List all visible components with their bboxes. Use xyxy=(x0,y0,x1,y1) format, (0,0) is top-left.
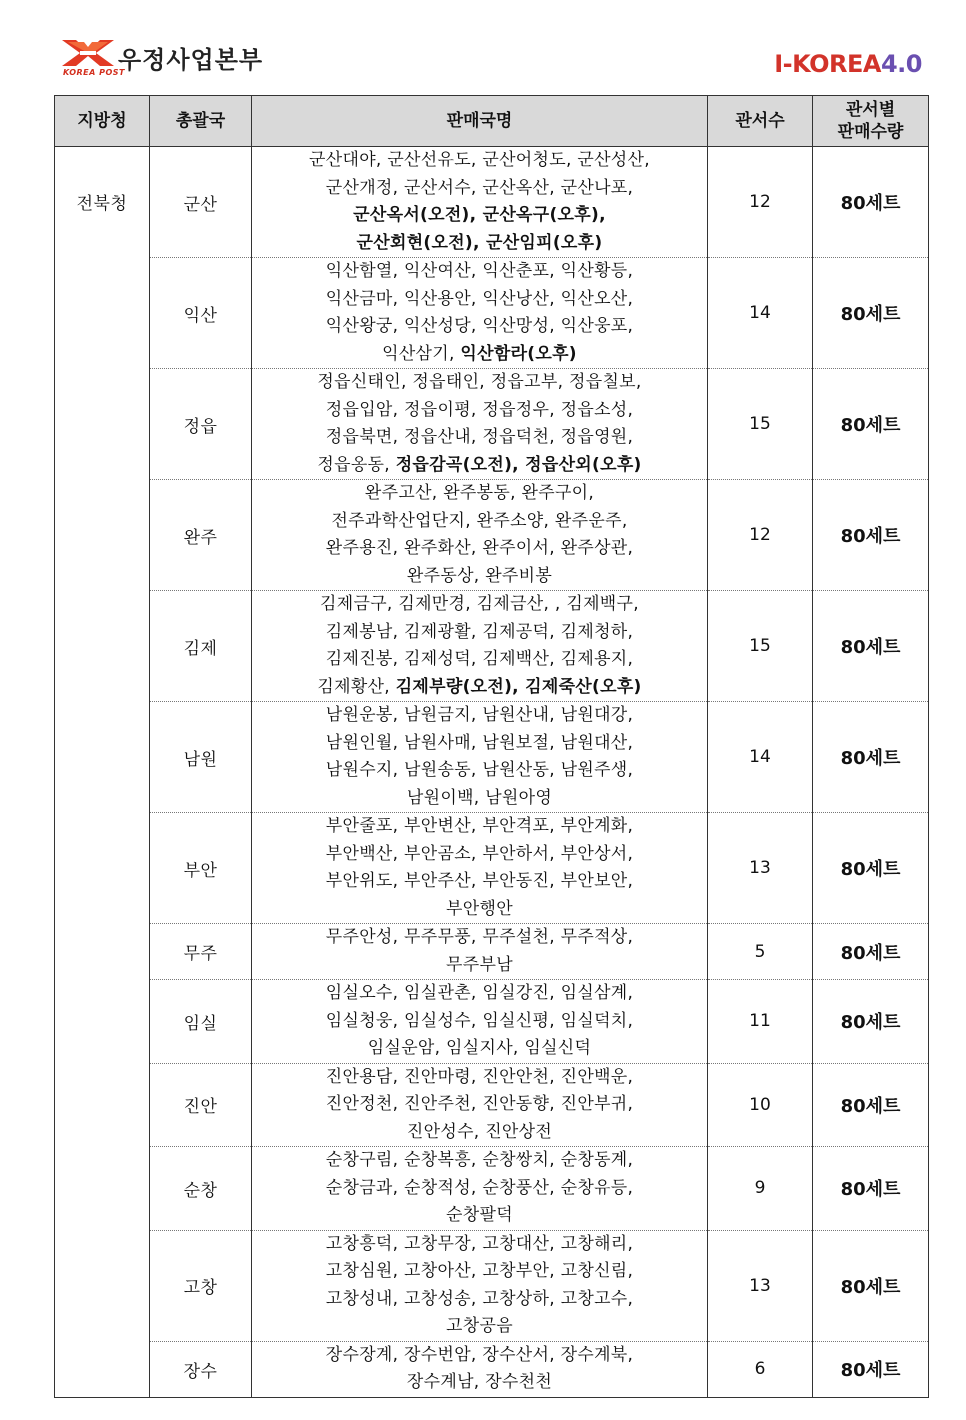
region-cell: 전북청 xyxy=(55,147,150,1398)
header-office-count: 관서수 xyxy=(708,96,813,147)
office-names-line xyxy=(252,591,707,619)
office-count-cell: 14 xyxy=(708,702,813,813)
office-name-segment: 완주고산, 완주봉동, 완주구이, xyxy=(364,483,595,503)
main-office-cell: 군산 xyxy=(150,147,252,258)
office-names-line xyxy=(252,702,707,730)
office-name-segment: 남원인월, 남원사매, 남원보절, 남원대산, xyxy=(325,732,634,753)
office-names-line xyxy=(252,1008,707,1036)
office-name-segment: 완주용진, 완주화산, 완주이서, 완주상관, xyxy=(325,538,634,558)
office-names-line xyxy=(252,341,707,369)
office-count-cell: 13 xyxy=(708,1230,813,1341)
office-names-cell xyxy=(252,258,708,369)
office-names-line xyxy=(252,674,707,702)
quantity-cell: 80세트 xyxy=(813,1063,929,1147)
office-names-line xyxy=(252,730,707,758)
main-office-cell: 진안 xyxy=(150,1063,252,1147)
office-names-line xyxy=(252,508,707,536)
office-names-line xyxy=(252,841,707,869)
office-name-segment: 순창팔덕 xyxy=(446,1205,513,1225)
office-names-line xyxy=(252,952,707,980)
office-names-line xyxy=(252,1231,707,1259)
office-name-segment: 익산금마, 익산용안, 익산낭산, 익산오산, xyxy=(325,288,634,309)
header-main-office: 총괄국 xyxy=(150,96,252,147)
office-count-cell: 11 xyxy=(708,980,813,1064)
office-names-line xyxy=(252,896,707,924)
office-name-segment: 익산삼기, xyxy=(382,343,461,364)
office-name-segment: 익산함열, 익산여산, 익산춘포, 익산황등, xyxy=(325,261,634,281)
office-names-line xyxy=(252,1286,707,1314)
office-name-segment: 진안정천, 진안주천, 진안동향, 진안부귀, xyxy=(325,1094,634,1114)
office-names-line xyxy=(252,757,707,785)
office-name-segment: 임실오수, 임실관촌, 임실강진, 임실삼계, xyxy=(325,983,634,1003)
quantity-cell: 80세트 xyxy=(813,813,929,924)
office-name-segment: 부안위도, 부안주산, 부안동진, 부안보안, xyxy=(325,871,634,891)
office-names-cell xyxy=(252,1230,708,1341)
office-count-cell: 5 xyxy=(708,924,813,980)
office-name-segment: 전주과학산업단지, 완주소양, 완주운주, xyxy=(331,510,628,531)
office-names-line xyxy=(252,313,707,341)
quantity-cell: 80세트 xyxy=(813,980,929,1064)
i-korea-logo xyxy=(774,50,922,78)
office-count-cell: 10 xyxy=(708,1063,813,1147)
office-name-segment: 부안줄포, 부안변산, 부안격포, 부안계화, xyxy=(325,816,634,836)
main-office-cell: 정읍 xyxy=(150,369,252,480)
office-names-line xyxy=(252,175,707,203)
table-row xyxy=(55,258,929,369)
main-office-cell: 완주 xyxy=(150,480,252,591)
office-name-segment: 장수계남, 장수천천 xyxy=(406,1372,553,1392)
i-korea-text: I-KOREA xyxy=(774,50,881,78)
office-names-cell xyxy=(252,591,708,702)
office-name-segment: 남원수지, 남원송동, 남원산동, 남원주생, xyxy=(325,760,634,780)
main-office-cell: 익산 xyxy=(150,258,252,369)
office-names-line xyxy=(252,452,707,480)
office-name-segment: 진안용담, 진안마령, 진안안천, 진안백운, xyxy=(325,1066,634,1087)
office-name-segment: 정읍북면, 정읍산내, 정읍덕천, 정읍영원, xyxy=(325,427,634,447)
table-row xyxy=(55,1341,929,1397)
office-name-segment: 김제금구, 김제만경, 김제금산, , 김제백구, xyxy=(320,594,639,614)
main-office-cell: 고창 xyxy=(150,1230,252,1341)
brand-sub: KOREA POST xyxy=(63,68,125,77)
office-count-cell: 15 xyxy=(708,591,813,702)
table-row xyxy=(55,1147,929,1231)
office-names-line xyxy=(252,397,707,425)
office-names-cell xyxy=(252,924,708,980)
office-names-cell xyxy=(252,980,708,1064)
office-names-line xyxy=(252,1175,707,1203)
main-office-cell: 부안 xyxy=(150,813,252,924)
quantity-cell: 80세트 xyxy=(813,1341,929,1397)
office-names-line xyxy=(252,1342,707,1370)
office-name-bold-segment: 익산함라(오후) xyxy=(460,343,577,364)
table-header-row xyxy=(55,96,929,147)
office-name-segment: 진안성수, 진안상전 xyxy=(406,1121,553,1142)
office-name-segment: 순창구림, 순창복흥, 순창쌍치, 순창동계, xyxy=(325,1150,634,1170)
office-names-line xyxy=(252,1258,707,1286)
quantity-cell: 80세트 xyxy=(813,591,929,702)
table-row xyxy=(55,924,929,980)
office-names-line xyxy=(252,1035,707,1063)
table-row xyxy=(55,147,929,258)
table-row xyxy=(55,480,929,591)
office-names-line xyxy=(252,1119,707,1147)
table-row xyxy=(55,1063,929,1147)
office-names-cell xyxy=(252,1147,708,1231)
office-name-segment: 완주동상, 완주비봉 xyxy=(406,565,553,586)
office-name-segment: 정읍입암, 정읍이평, 정읍정우, 정읍소성, xyxy=(325,399,634,420)
office-names-line xyxy=(252,813,707,841)
office-name-bold-segment: 군산옥서(오전), 군산옥구(오후), xyxy=(353,205,606,225)
quantity-cell: 80세트 xyxy=(813,480,929,591)
table-row xyxy=(55,980,929,1064)
office-names-cell xyxy=(252,147,708,258)
office-names-line xyxy=(252,1202,707,1230)
office-names-line xyxy=(252,424,707,452)
main-office-cell: 장수 xyxy=(150,1341,252,1397)
office-names-line xyxy=(252,258,707,286)
office-names-line xyxy=(252,202,707,230)
office-names-line xyxy=(252,1091,707,1119)
office-name-segment: 무주안성, 무주무풍, 무주설천, 무주적상, xyxy=(325,927,634,947)
header-region: 지방청 xyxy=(55,96,150,147)
office-name-segment: 장수장계, 장수번암, 장수산서, 장수계북, xyxy=(325,1344,634,1365)
office-count-cell: 14 xyxy=(708,258,813,369)
quantity-cell: 80세트 xyxy=(813,369,929,480)
office-name-segment: 김제봉남, 김제광활, 김제공덕, 김제청하, xyxy=(325,621,634,642)
brand-name: 우정사업본부 xyxy=(118,46,264,74)
quantity-cell: 80세트 xyxy=(813,147,929,258)
office-names-line xyxy=(252,563,707,591)
quantity-cell: 80세트 xyxy=(813,924,929,980)
header-quantity: 관서별 판매수량 xyxy=(813,96,929,147)
quantity-cell: 80세트 xyxy=(813,702,929,813)
main-office-cell: 김제 xyxy=(150,591,252,702)
office-names-line xyxy=(252,230,707,258)
quantity-cell: 80세트 xyxy=(813,1147,929,1231)
office-count-cell: 13 xyxy=(708,813,813,924)
office-name-segment: 순창금과, 순창적성, 순창풍산, 순창유등, xyxy=(325,1177,634,1198)
office-names-cell xyxy=(252,702,708,813)
table-row xyxy=(55,591,929,702)
office-names-line xyxy=(252,619,707,647)
main-office-cell: 임실 xyxy=(150,980,252,1064)
office-name-segment: 정읍옹동, xyxy=(317,454,396,475)
office-names-cell xyxy=(252,480,708,591)
office-name-segment: 김제황산, xyxy=(317,676,396,697)
office-name-segment: 군산대야, 군산선유도, 군산어청도, 군산성산, xyxy=(309,150,650,170)
office-name-segment: 고창흥덕, 고창무장, 고창대산, 고창해리, xyxy=(325,1233,634,1254)
office-name-segment: 고창심원, 고창아산, 고창부안, 고창신림, xyxy=(325,1261,634,1281)
office-names-line xyxy=(252,1313,707,1341)
main-office-cell: 남원 xyxy=(150,702,252,813)
main-office-cell: 순창 xyxy=(150,1147,252,1231)
office-names-line xyxy=(252,924,707,952)
office-names-line xyxy=(252,1064,707,1092)
table-row xyxy=(55,1230,929,1341)
table-row xyxy=(55,813,929,924)
office-count-cell: 12 xyxy=(708,480,813,591)
office-names-line xyxy=(252,868,707,896)
office-name-bold-segment: 김제부량(오전), 김제죽산(오후) xyxy=(395,676,642,697)
office-name-segment: 군산개정, 군산서수, 군산옥산, 군산나포, xyxy=(325,177,634,198)
office-name-segment: 무주부남 xyxy=(446,954,513,975)
table-row xyxy=(55,702,929,813)
i-korea-version: 4.0 xyxy=(880,50,922,78)
office-names-line xyxy=(252,147,707,175)
office-names-line xyxy=(252,1147,707,1175)
office-names-cell xyxy=(252,1063,708,1147)
quantity-cell: 80세트 xyxy=(813,1230,929,1341)
office-names-line xyxy=(252,369,707,397)
office-count-cell: 9 xyxy=(708,1147,813,1231)
page-header xyxy=(0,0,966,95)
office-name-segment: 부안백산, 부안곰소, 부안하서, 부안상서, xyxy=(325,843,634,864)
header-office-names: 판매국명 xyxy=(252,96,708,147)
office-names-line xyxy=(252,1369,707,1397)
sales-table xyxy=(54,95,929,1398)
office-count-cell: 12 xyxy=(708,147,813,258)
office-name-segment: 부안행안 xyxy=(446,898,513,919)
table-row xyxy=(55,369,929,480)
office-names-line xyxy=(252,646,707,674)
office-name-segment: 정읍신태인, 정읍태인, 정읍고부, 정읍칠보, xyxy=(317,372,642,392)
office-name-segment: 고창성내, 고창성송, 고창상하, 고창고수, xyxy=(325,1288,634,1309)
office-name-segment: 김제진봉, 김제성덕, 김제백산, 김제용지, xyxy=(325,649,634,669)
office-name-segment: 임실청웅, 임실성수, 임실신평, 임실덕치, xyxy=(325,1010,634,1031)
office-name-segment: 남원운봉, 남원금지, 남원산내, 남원대강, xyxy=(325,705,634,725)
office-name-segment: 임실운암, 임실지사, 임실신덕 xyxy=(367,1038,592,1058)
office-names-cell xyxy=(252,813,708,924)
office-name-segment: 익산왕궁, 익산성당, 익산망성, 익산웅포, xyxy=(325,316,634,336)
korea-post-emblem-icon xyxy=(62,38,114,68)
office-count-cell: 6 xyxy=(708,1341,813,1397)
office-names-line xyxy=(252,535,707,563)
office-name-segment: 남원이백, 남원아영 xyxy=(406,787,553,808)
office-names-line xyxy=(252,480,707,508)
office-name-segment: 고창공음 xyxy=(446,1316,513,1336)
office-names-cell xyxy=(252,1341,708,1397)
korea-post-logo xyxy=(62,38,282,82)
office-names-line xyxy=(252,980,707,1008)
office-names-line xyxy=(252,785,707,813)
office-names-cell xyxy=(252,369,708,480)
quantity-cell: 80세트 xyxy=(813,258,929,369)
office-count-cell: 15 xyxy=(708,369,813,480)
office-name-bold-segment: 군산회현(오전), 군산임피(오후) xyxy=(356,232,603,253)
main-office-cell: 무주 xyxy=(150,924,252,980)
office-name-bold-segment: 정읍감곡(오전), 정읍산외(오후) xyxy=(395,454,642,475)
office-names-line xyxy=(252,286,707,314)
